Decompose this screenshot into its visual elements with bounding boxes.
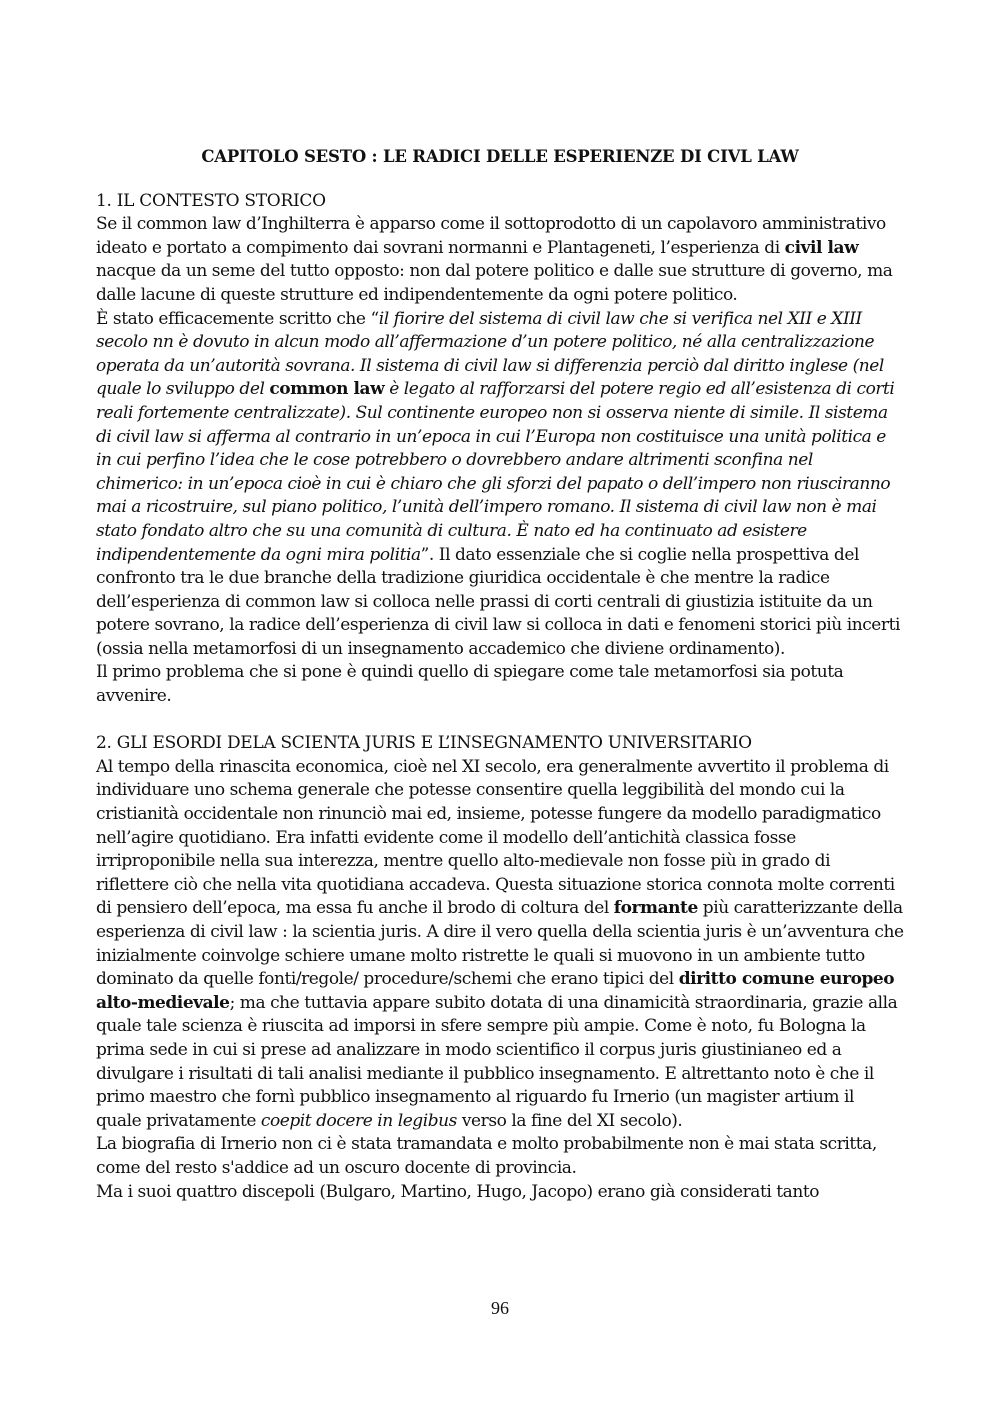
italic-text: coepit docere in legibus <box>260 1110 457 1131</box>
text-run: È stato efficacemente scritto che “ <box>96 308 379 329</box>
text-run: ; ma che tuttavia appare subito dotata di una dinamicità straordinaria, grazie alla quale tale scienza è riuscita ad imporsi in sfere sempre più ampie. Come è noto, fu Bologna la prima sede in cui si prese ad analizzare in modo scientifico il corpus juris giustinianeo ed a divulgare i risultati di tali analisi mediante il pubblico insegnamento. E altrettanto noto è che il primo maestro che fornì pubblico insegnamento al riguardo fu Irnerio (un magister artium il quale privatamente <box>96 992 898 1131</box>
paragraph <box>96 756 904 1134</box>
bold-text: formante <box>613 898 698 919</box>
bold-text: diritto comune europeo alto-medievale <box>96 969 895 1013</box>
italic-text: il fiorire del sistema di civil law che si verifica nel XII e XIII secolo nn è dovuto in alcun modo all’affermazione d’un potere politico, né alla centralizzazione operata da un’autorità sovrana. Il sistema di civil law si differenzia perciò dal diritto inglese (nel quale lo sviluppo del <box>96 308 884 400</box>
bold-text: common law <box>269 379 385 400</box>
paragraph <box>96 1133 904 1180</box>
paragraph <box>96 1181 904 1205</box>
text-run: Al tempo della rinascita economica, cioè nel XI secolo, era generalmente avvertito il problema di individuare uno schema generale che potesse consentire quella leggibilità del mondo cui la cristianità occidentale non rinunciò mai ed, insieme, potesse fungere da modello paradigmatico nell’agire quotidiano. Era infatti evidente come il modello dell’antichità classica fosse irriproponibile nella sua interezza, mentre quello alto-medievale non fosse più in grado di riflettere ciò che nella vita quotidiana accadeva. Questa situazione storica connota molte correnti di pensiero dell’epoca, ma essa fu anche il brodo di coltura del <box>96 756 895 919</box>
section-spacer <box>96 709 904 733</box>
text-run: Ma i suoi quattro discepoli (Bulgaro, Martino, Hugo, Jacopo) erano già considerati tanto <box>96 1181 820 1202</box>
section-heading: 1. IL CONTESTO STORICO <box>96 190 326 211</box>
sections-container <box>96 190 904 1205</box>
paragraph <box>96 213 904 307</box>
bold-text: civil law <box>784 237 859 258</box>
italic-text: è legato al rafforzarsi del potere regio ed all’esistenza di corti reali fortemente centralizzate). Sul continente europeo non si osserva niente di simile. Il sistema di civil law si afferma al contrario in un’epoca in cui l’Europa non costituisce una unità politica e in cui perfino l’idea che le cose potrebbero o dovrebbero andare altrimenti sconfina nel chimerico: in un’epoca cioè in cui è chiaro che gli sforzi del papato o dell’impero non riusciranno mai a ricostruire, sul piano politico, l’unità dell’impero romano. Il sistema di civil law non è mai stato fondato altro che su una comunità di cultura. È nato ed ha continuato ad esistere indipendentemente da ogni mira politia <box>96 379 895 565</box>
page-number: 96 <box>491 1298 509 1318</box>
section-heading: 2. GLI ESORDI DELA SCIENTA JURIS E L’INSEGNAMENTO UNIVERSITARIO <box>96 733 752 754</box>
text-run: Se il common law d’Inghilterra è apparso come il sottoprodotto di un capolavoro amministrativo ideato e portato a compimento dai sovrani normanni e Plantageneti, l’esperienza di <box>96 214 886 258</box>
text-run: verso la fine del XI secolo). <box>456 1110 683 1131</box>
text-run: La biografia di Irnerio non ci è stata tramandata e molto probabilmente non è mai stata scritta, come del resto s'addice ad un oscuro docente di provincia. <box>96 1134 877 1178</box>
text-run: Il primo problema che si pone è quindi quello di spiegare come tale metamorfosi sia potuta avvenire. <box>96 662 844 707</box>
page-body <box>96 145 904 1204</box>
text-run: ”. Il dato essenziale che si coglie nella prospettiva del confronto tra le due branche della tradizione giuridica occidentale è che mentre la radice dell’esperienza di common law si colloca nelle prassi di corti centrali di giustizia istituite da un potere sovrano, la radice dell’esperienza di civil law si colloca in dati e fenomeni storici più incerti (ossia nella metamorfosi di un insegnamento accademico che diviene ordinamento). <box>96 544 900 659</box>
paragraph <box>96 661 904 708</box>
text-run: nacque da un seme del tutto opposto: non dal potere politico e dalle sue strutture di governo, ma dalle lacune di queste strutture ed indipendentemente da ogni potere politico. <box>96 261 893 305</box>
chapter-title: CAPITOLO SESTO : LE RADICI DELLE ESPERIENZE DI CIVL LAW <box>201 147 799 166</box>
paragraph <box>96 308 904 662</box>
text-run: più caratterizzante della esperienza di civil law : la scientia juris. A dire il vero quella della scientia juris è un’avventura che inizialmente coinvolge schiere umane molto ristrette le quali si muovono in un ambiente tutto dominato da quelle fonti/regole/ procedure/schemi che erano tipici del <box>96 898 904 990</box>
